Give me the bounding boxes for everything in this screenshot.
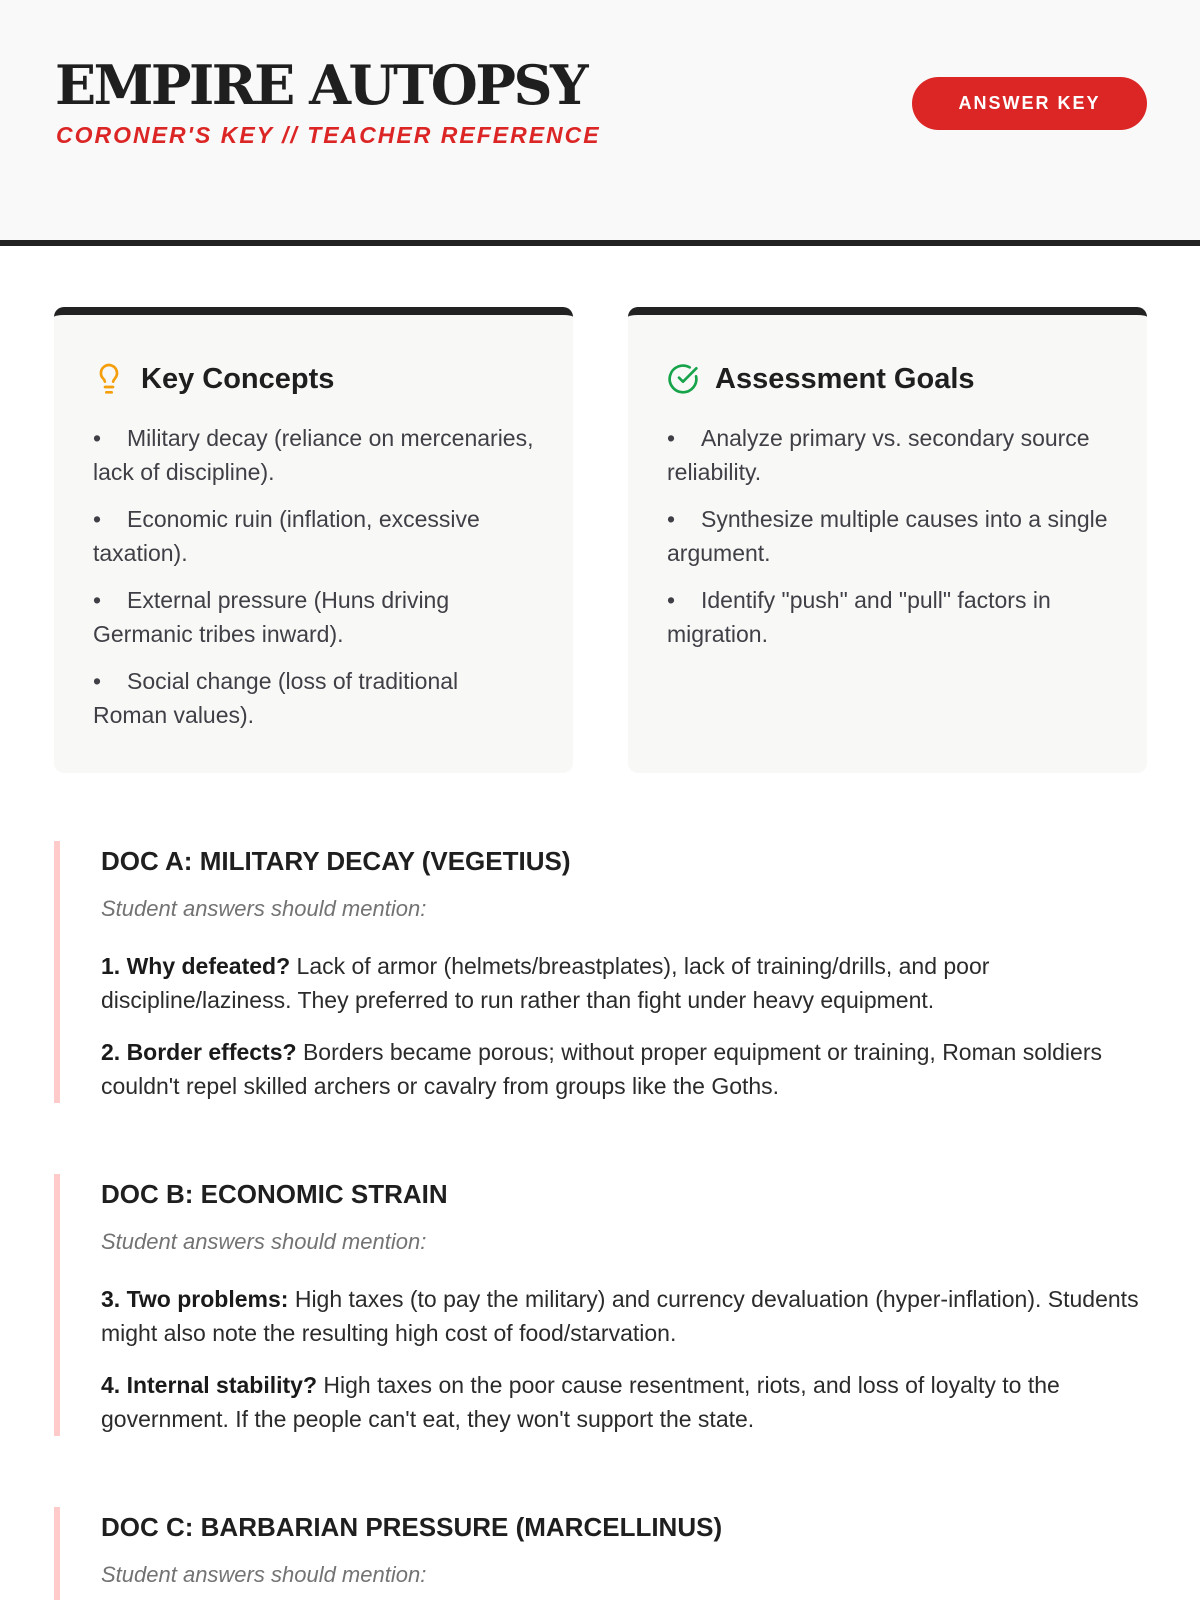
bullet: • bbox=[93, 506, 102, 532]
answer-text: Lack of armor (helmets/breastplates), lack of training/drills, and poor discipline/laziness. They preferred to run rather than fight under heavy equipment. bbox=[101, 953, 990, 1013]
doc-a-title: DOC A: MILITARY DECAY (VEGETIUS) bbox=[101, 846, 571, 876]
doc-a-section bbox=[54, 841, 1147, 1103]
assessment-goals-title: Assessment Goals bbox=[715, 362, 975, 395]
doc-c-section bbox=[54, 1507, 1147, 1600]
key-concepts-title: Key Concepts bbox=[141, 362, 335, 395]
check-circle-icon bbox=[667, 363, 699, 395]
assessment-goals-card bbox=[628, 307, 1147, 773]
key-concepts-header bbox=[93, 359, 535, 399]
lightbulb-icon bbox=[93, 363, 125, 395]
list-item-text: Identify "push" and "pull" factors in migration. bbox=[667, 587, 1051, 647]
answer-label: 2. Border effects? bbox=[101, 1039, 297, 1065]
answer-label: 4. Internal stability? bbox=[101, 1372, 317, 1398]
answer-2 bbox=[101, 1035, 1147, 1103]
answer-label: 1. Why defeated? bbox=[101, 953, 291, 979]
list-item bbox=[93, 664, 535, 732]
bullet: • bbox=[93, 425, 102, 451]
list-item-text: Military decay (reliance on mercenaries, lack of discipline). bbox=[93, 425, 534, 485]
bullet: • bbox=[667, 506, 676, 532]
doc-b-section bbox=[54, 1174, 1147, 1436]
answer-text: Borders became porous; without proper equipment or training, Roman soldiers couldn't repel skilled archers or cavalry from groups like the Goths. bbox=[101, 1039, 1102, 1099]
key-concepts-list bbox=[93, 421, 535, 732]
answer-key-badge: ANSWER KEY bbox=[912, 77, 1147, 130]
answer-4 bbox=[101, 1368, 1147, 1436]
list-item bbox=[667, 583, 1109, 651]
list-item-text: Economic ruin (inflation, excessive taxation). bbox=[93, 506, 480, 566]
list-item bbox=[667, 502, 1109, 570]
answer-3 bbox=[101, 1282, 1147, 1350]
key-concepts-card bbox=[54, 307, 573, 773]
page-subtitle: CORONER'S KEY // TEACHER REFERENCE bbox=[56, 122, 601, 148]
doc-c-title: DOC C: BARBARIAN PRESSURE (MARCELLINUS) bbox=[101, 1512, 723, 1542]
list-item-text: Analyze primary vs. secondary source reliability. bbox=[667, 425, 1090, 485]
assessment-goals-header bbox=[667, 359, 1109, 399]
list-item bbox=[93, 421, 535, 489]
bullet: • bbox=[93, 668, 102, 694]
bullet: • bbox=[93, 587, 102, 613]
list-item-text: External pressure (Huns driving Germanic tribes inward). bbox=[93, 587, 450, 647]
page-title: EMPIRE AUTOPSY bbox=[55, 53, 586, 117]
doc-c-note: Student answers should mention: bbox=[101, 1562, 427, 1587]
list-item bbox=[93, 502, 535, 570]
answer-1 bbox=[101, 949, 1147, 1017]
doc-a-note: Student answers should mention: bbox=[101, 896, 427, 921]
list-item-text: Synthesize multiple causes into a single argument. bbox=[667, 506, 1108, 566]
answer-text: High taxes (to pay the military) and currency devaluation (hyper-inflation). Students might also note the resulting high cost of food/starvation. bbox=[101, 1286, 1139, 1346]
answer-label: 3. Two problems: bbox=[101, 1286, 289, 1312]
overview-cards bbox=[54, 307, 1147, 773]
bullet: • bbox=[667, 587, 676, 613]
answer-text: High taxes on the poor cause resentment, riots, and loss of loyalty to the government. If the people can't eat, they won't support the state. bbox=[101, 1372, 1060, 1432]
list-item bbox=[93, 583, 535, 651]
doc-b-note: Student answers should mention: bbox=[101, 1229, 427, 1254]
doc-b-title: DOC B: ECONOMIC STRAIN bbox=[101, 1179, 448, 1209]
assessment-goals-list bbox=[667, 421, 1109, 651]
bullet: • bbox=[667, 425, 676, 451]
list-item-text: Social change (loss of traditional Roman values). bbox=[93, 668, 459, 728]
list-item bbox=[667, 421, 1109, 489]
page-header bbox=[0, 0, 1200, 246]
